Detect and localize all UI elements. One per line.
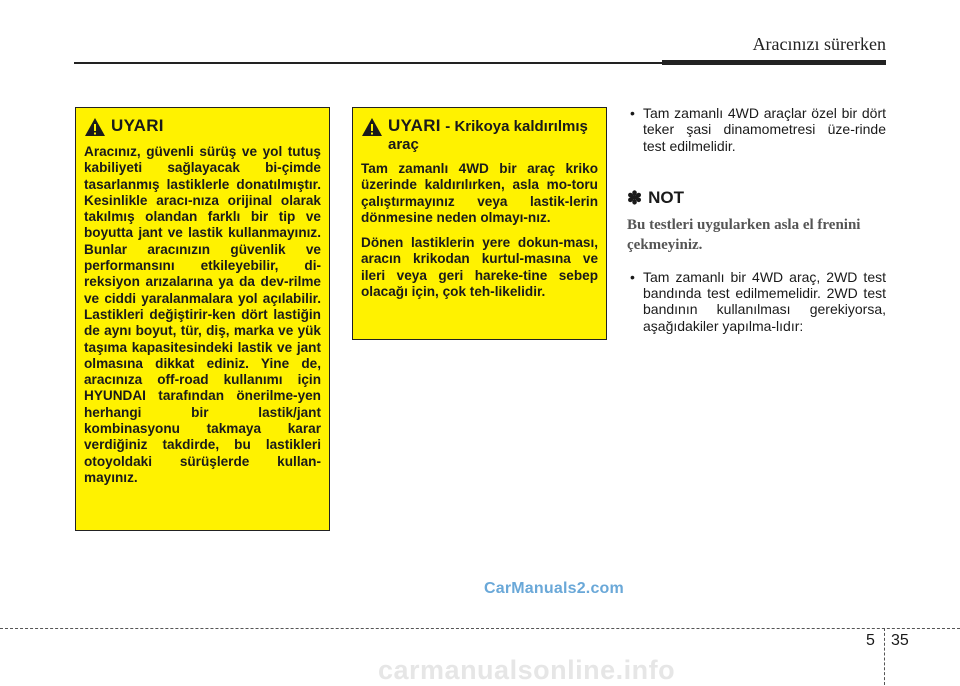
footer-divider — [0, 628, 960, 629]
warning-text: Dönen lastiklerin yere dokun-ması, aracın krikodan kurtul-masına ve ileri veya geri hareke-tine sebep olacağı için, çok teh-likelidir. — [361, 235, 598, 300]
bullet-item — [627, 105, 886, 154]
bullet-text: Tam zamanlı 4WD araçlar özel bir dört teker şasi dinamometresi üze-rinde test edilmelidir. — [643, 105, 886, 154]
warning-heading — [361, 116, 598, 154]
section-number: 5 — [866, 632, 875, 649]
note-title: NOT — [648, 188, 684, 208]
page-number: 35 — [891, 632, 909, 649]
note-star-icon: ✽ — [627, 187, 643, 208]
header-rule-accent — [662, 60, 886, 65]
warning-triangle-icon — [84, 117, 106, 137]
watermark-link[interactable]: CarManuals2.com — [484, 580, 624, 597]
watermark-text: carmanualsonline.info — [378, 655, 676, 685]
warning-subtitle: - Krikoya kaldırılmış araç — [388, 118, 588, 153]
warning-heading — [84, 116, 321, 137]
bullet-item — [627, 269, 886, 334]
right-column — [627, 105, 886, 334]
warning-title: UYARI — [388, 116, 441, 135]
bullet-dot-icon: • — [630, 268, 635, 285]
note-heading — [627, 188, 886, 209]
footer-vertical-divider — [884, 628, 885, 685]
note-text: Bu testleri uygularken asla el frenini çekmeyiniz. — [627, 216, 861, 253]
warning-box-tires — [75, 107, 330, 531]
bullet-text: Tam zamanlı bir 4WD araç, 2WD test bandında test edilmemelidir. 2WD test bandının kullanılması gerekiyorsa, aşağıdakiler yapılma-lıdır: — [643, 268, 886, 334]
bullet-dot-icon: • — [630, 105, 635, 121]
page-header-title: Aracınızı sürerken — [752, 34, 886, 54]
warning-text: Tam zamanlı 4WD bir araç kriko üzerinde kaldırılırken, asla mo-toru çalıştırmayınız veya lastik-lerin dönmesine neden olmayı-nız. — [361, 161, 598, 225]
warning-text: Aracınız, güvenli sürüş ve yol tutuş kabiliyeti sağlayacak bi-çimde tasarlanmış lastiklerle donatılmıştır. Kesinlikle aracı-nıza orijinal olarak takılmış olandan farklı bir tip ve boyutta jant ve lastik kullanmayınız. Bunlar aracınızın güvenlik ve performansını etkileyebilir, di-reksiyon arızalarına ya da dev-rilme ve ciddi yaralanmalara yol açılabilir. Lastikleri değiştirir-ken dört lastiğin de aynı boyut, tür, diş, marka ve yük taşıma kapasitesindeki lastik ve jant olmasına dikkat ediniz. Yine de, aracınıza off-road kullanımı için HYUNDAI tarafından önerilme-yen herhangi bir lastik/jant kombinasyonu takmaya karar verdiğiniz takdirde, bu lastikleri otoyoldaki sürüşlerde kullan-mayınız. — [84, 144, 321, 485]
warning-triangle-icon — [361, 117, 383, 137]
warning-title: UYARI — [111, 116, 164, 135]
warning-box-jack — [352, 107, 607, 340]
